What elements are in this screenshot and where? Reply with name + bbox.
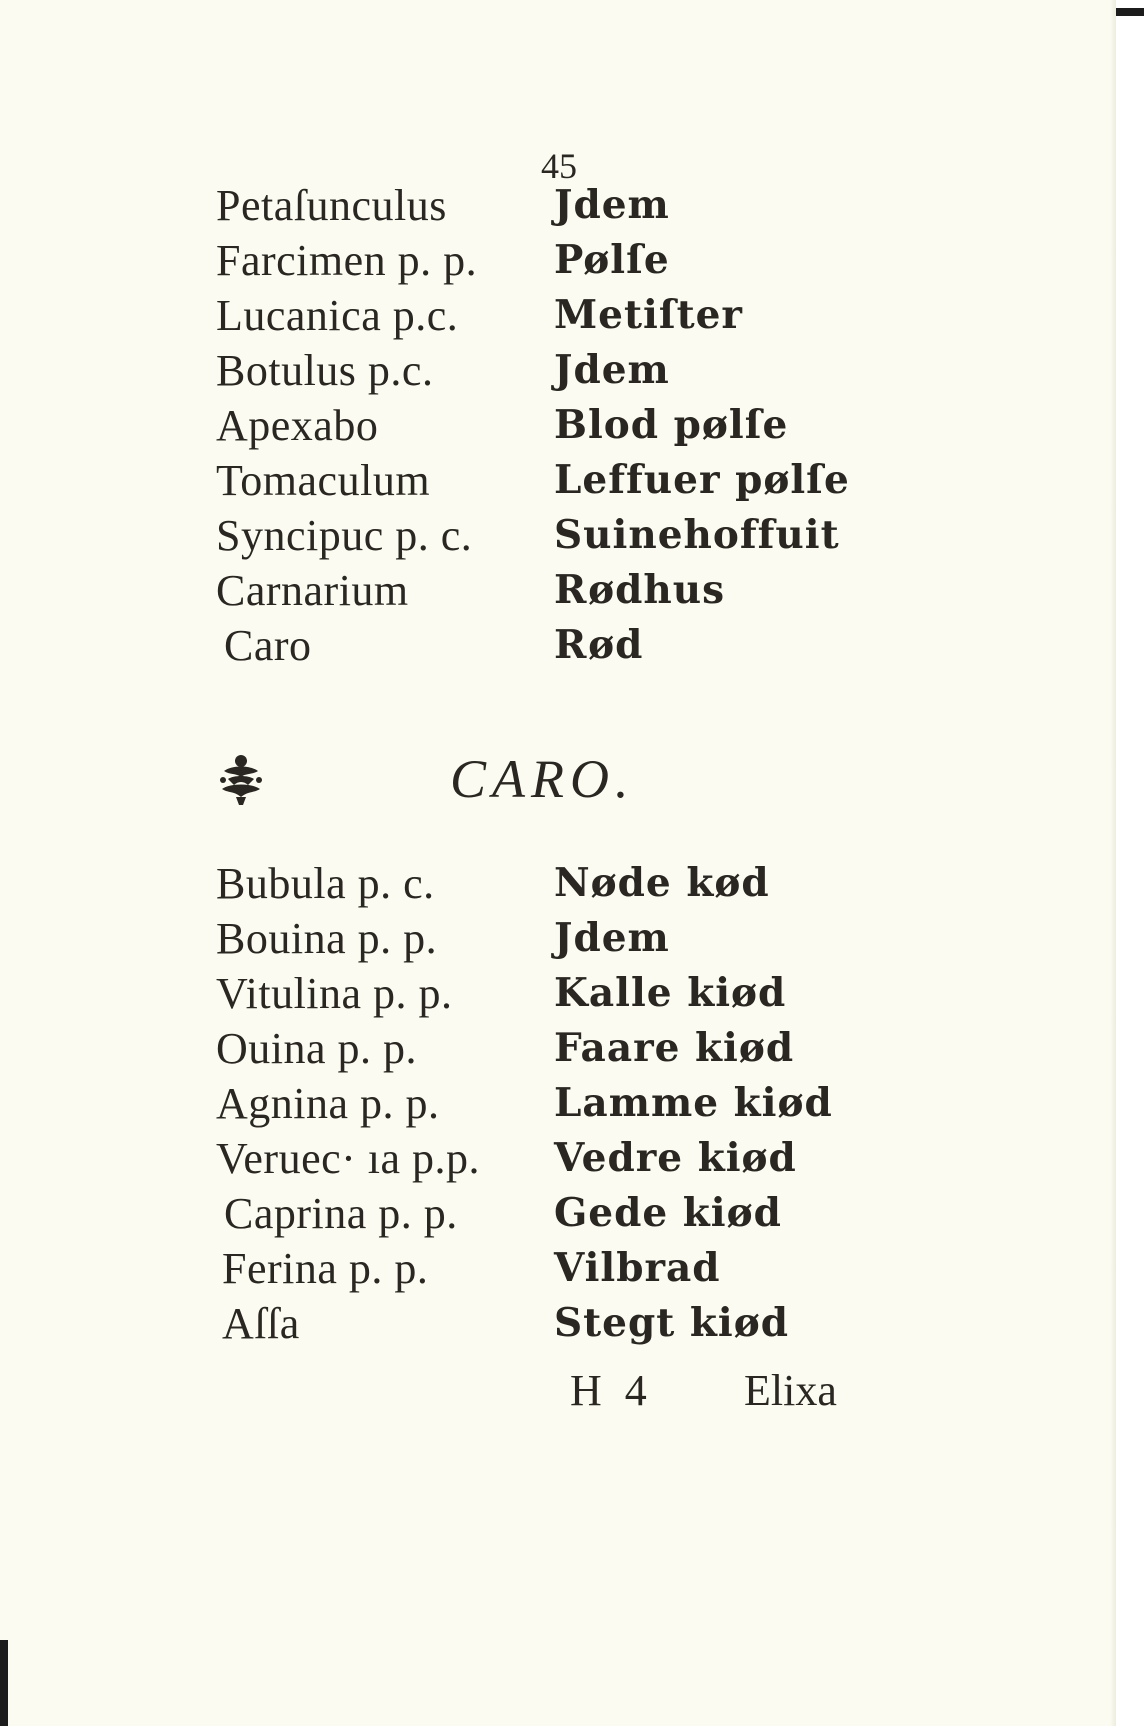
danish-term: Blod pølſe — [554, 402, 789, 448]
danish-term: Nøde kød — [554, 860, 770, 906]
danish-term: Leffuer pølſe — [554, 457, 850, 503]
latin-term: Caprina p. p. — [224, 1189, 458, 1238]
catchword: Elixa — [744, 1366, 837, 1415]
latin-term: Bouina p. p. — [216, 914, 438, 963]
danish-term: Faare kiød — [554, 1025, 795, 1071]
latin-term: Tomaculum — [216, 456, 431, 505]
danish-term: Rød — [554, 622, 644, 668]
folio-number: 45 — [541, 146, 577, 186]
danish-term: Vedre kiød — [554, 1135, 797, 1181]
latin-term: Veruec· ıa p.p. — [216, 1134, 481, 1183]
latin-term: Ouina p. p. — [216, 1024, 418, 1073]
danish-term: Vilbrad — [554, 1245, 721, 1291]
scan-edge-mark — [1116, 8, 1144, 16]
danish-term: Pølſe — [554, 237, 670, 283]
latin-term: Caro — [224, 621, 312, 670]
danish-term: Metiſter — [554, 292, 743, 338]
scan-margin — [1116, 0, 1144, 1726]
latin-term: Carnarium — [216, 566, 409, 615]
scan-edge-mark — [0, 1640, 8, 1726]
danish-term: Gede kiød — [554, 1190, 782, 1236]
danish-term: Kalle kiød — [554, 970, 787, 1016]
danish-term: Suinehoffuit — [554, 512, 840, 558]
latin-term: Ferina p. p. — [222, 1244, 429, 1293]
latin-term: Syncipuc p. c. — [216, 511, 473, 560]
latin-term: Agnina p. p. — [216, 1079, 440, 1128]
danish-term: Jdem — [554, 915, 670, 961]
latin-term: Farcimen p. p. — [216, 236, 478, 285]
latin-term: Apexabo — [216, 401, 379, 450]
latin-term: Lucanica p.c. — [216, 291, 459, 340]
danish-term: Lamme kiød — [554, 1080, 833, 1126]
signature-mark: H 4 — [570, 1366, 653, 1415]
latin-term: Bubula p. c. — [216, 859, 435, 908]
danish-term: Jdem — [554, 347, 670, 393]
latin-term: Vitulina p. p. — [216, 969, 453, 1018]
danish-term: Rødhus — [554, 567, 726, 613]
danish-term: Stegt kiød — [554, 1300, 789, 1346]
fleuron-ornament-icon — [218, 753, 264, 805]
section-heading: CARO. — [450, 749, 635, 809]
latin-term: Petaſunculus — [216, 181, 447, 230]
latin-term: Botulus p.c. — [216, 346, 434, 395]
latin-term: Aſſa — [222, 1299, 300, 1348]
danish-term: Jdem — [554, 182, 670, 228]
